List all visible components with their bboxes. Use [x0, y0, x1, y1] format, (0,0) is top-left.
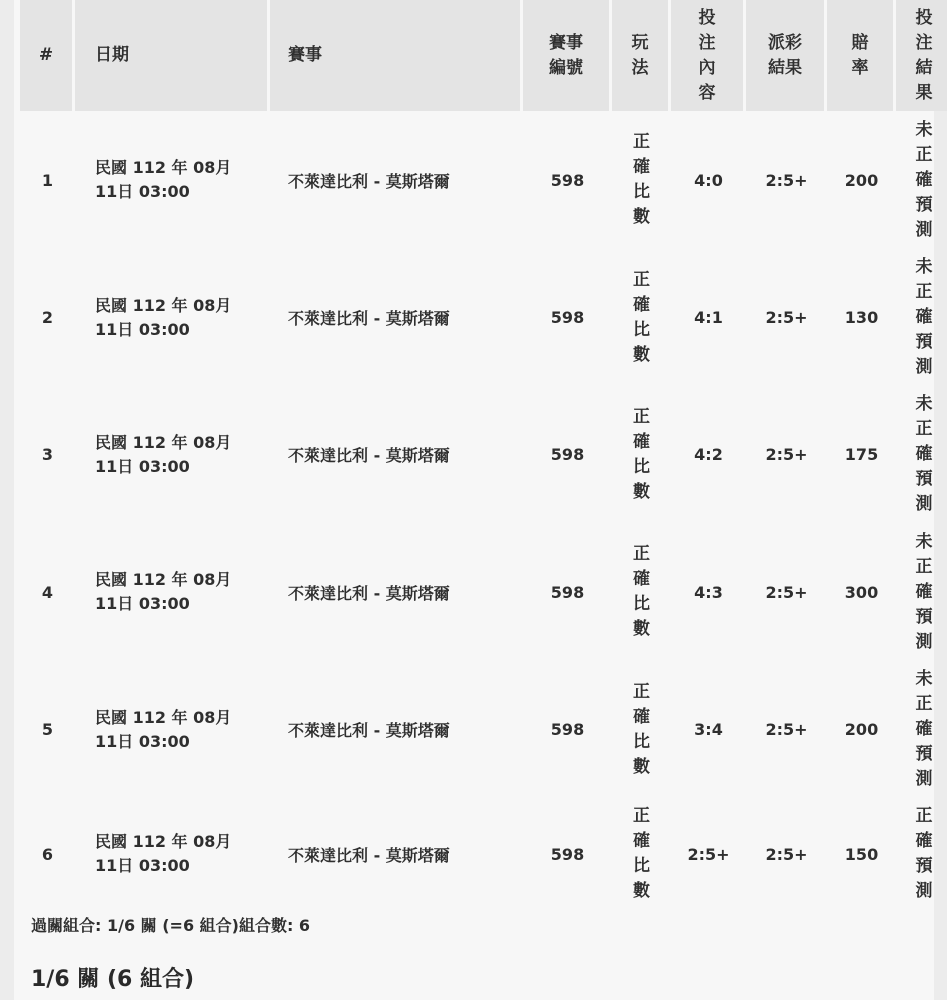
- row-result: 2:5+: [765, 844, 808, 864]
- row-play: [612, 111, 671, 249]
- header-code: [523, 0, 612, 111]
- row-date-text: 民國 112 年 08月 11日 03:00: [95, 832, 232, 875]
- row-match: 不萊達比利 - 莫斯塔爾: [288, 721, 450, 740]
- row-date-text: 民國 112 年 08月 11日 03:00: [95, 295, 232, 339]
- row-num: 2: [41, 308, 54, 327]
- row-content: 4:2: [694, 445, 723, 464]
- row-outcome: [896, 798, 947, 910]
- table-row: [20, 249, 947, 386]
- row-match: 不萊達比利 - 莫斯塔爾: [288, 446, 450, 465]
- row-date: [75, 661, 270, 798]
- row-date: [75, 798, 270, 910]
- row-date: [75, 111, 270, 249]
- row-content: 4:3: [694, 582, 723, 602]
- row-play: [612, 386, 671, 523]
- row-outcome: [896, 249, 947, 386]
- row-result: 2:5+: [765, 308, 808, 327]
- row-match: 不萊達比利 - 莫斯塔爾: [288, 583, 450, 603]
- row-code: 598: [550, 582, 585, 602]
- row-play: [612, 249, 671, 386]
- row-outcome: [896, 523, 947, 661]
- row-play: [612, 798, 671, 910]
- row-result: 2:5+: [765, 720, 808, 739]
- row-result: 2:5+: [765, 445, 808, 464]
- row-outcome-text: 未正確預測: [915, 119, 933, 240]
- row-content: 4:1: [694, 308, 723, 327]
- header-result-text: 派彩結果: [768, 32, 802, 78]
- header-num: #: [20, 0, 75, 111]
- row-match: 不萊達比利 - 莫斯塔爾: [288, 171, 450, 191]
- row-odds: 150: [844, 844, 879, 864]
- parlay-section-title: 1/6 關 (6 組合): [31, 967, 195, 992]
- table-row: [20, 523, 947, 661]
- parlay-summary: 過關組合: 1/6 關 (=6 組合)組合數: 6: [31, 916, 311, 935]
- row-outcome-text: 未正確預測: [915, 394, 933, 514]
- row-date: [75, 386, 270, 523]
- row-content: 4:0: [694, 170, 723, 190]
- row-odds: 130: [844, 308, 879, 327]
- table-row: [20, 798, 947, 910]
- row-num: 1: [41, 170, 54, 190]
- row-odds: 200: [844, 170, 879, 190]
- row-outcome-text: 正確預測: [915, 806, 933, 901]
- header-date: 日期: [75, 0, 270, 111]
- header-content-text: 投注內容: [698, 7, 716, 103]
- row-outcome: [896, 386, 947, 523]
- row-date-text: 民國 112 年 08月 11日 03:00: [95, 432, 232, 476]
- row-odds: 300: [844, 582, 879, 602]
- header-match: 賽事: [270, 0, 523, 111]
- row-date-text: 民國 112 年 08月 11日 03:00: [95, 570, 232, 613]
- row-num: 5: [41, 720, 54, 739]
- row-play-text: 正確比數: [633, 132, 650, 227]
- row-play: [612, 523, 671, 661]
- row-match: 不萊達比利 - 莫斯塔爾: [288, 309, 450, 328]
- header-code-text: 賽事編號: [549, 32, 583, 78]
- header-outcome-text: 投注結果: [915, 7, 933, 103]
- row-play-text: 正確比數: [633, 406, 650, 502]
- row-outcome-text: 未正確預測: [915, 257, 933, 377]
- row-outcome: [896, 111, 947, 249]
- header-odds-text: 賠率: [851, 32, 869, 78]
- row-date-text: 民國 112 年 08月 11日 03:00: [95, 707, 232, 751]
- row-outcome: [896, 661, 947, 798]
- row-num: 3: [41, 445, 54, 464]
- row-result: 2:5+: [765, 170, 808, 190]
- row-code: 598: [550, 445, 585, 464]
- row-play-text: 正確比數: [633, 681, 650, 777]
- row-date: [75, 249, 270, 386]
- row-code: 598: [550, 170, 585, 190]
- row-match: 不萊達比利 - 莫斯塔爾: [288, 845, 450, 865]
- table-row: [20, 661, 947, 798]
- row-play-text: 正確比數: [633, 544, 650, 639]
- bet-details-table: [20, 0, 947, 910]
- row-outcome-text: 未正確預測: [915, 531, 933, 652]
- row-play-text: 正確比數: [633, 269, 650, 365]
- row-date: [75, 523, 270, 661]
- row-odds: 200: [844, 720, 879, 739]
- row-outcome-text: 未正確預測: [915, 669, 933, 789]
- row-odds: 175: [844, 445, 879, 464]
- header-play-text: 玩法: [631, 32, 649, 78]
- row-play-text: 正確比數: [633, 806, 650, 901]
- header-play: [612, 0, 671, 111]
- table-row: [20, 386, 947, 523]
- header-outcome: [896, 0, 947, 111]
- header-result: [746, 0, 827, 111]
- row-play: [612, 661, 671, 798]
- header-odds: [827, 0, 896, 111]
- row-date-text: 民國 112 年 08月 11日 03:00: [95, 158, 232, 201]
- row-num: 6: [41, 844, 54, 864]
- table-header-row: [20, 0, 947, 111]
- row-result: 2:5+: [765, 582, 808, 602]
- row-content: 3:4: [694, 720, 723, 739]
- row-content: 2:5+: [687, 844, 730, 864]
- table-row: [20, 111, 947, 249]
- row-code: 598: [550, 720, 585, 739]
- row-code: 598: [550, 844, 585, 864]
- row-code: 598: [550, 308, 585, 327]
- row-num: 4: [41, 582, 54, 602]
- header-content: [671, 0, 746, 111]
